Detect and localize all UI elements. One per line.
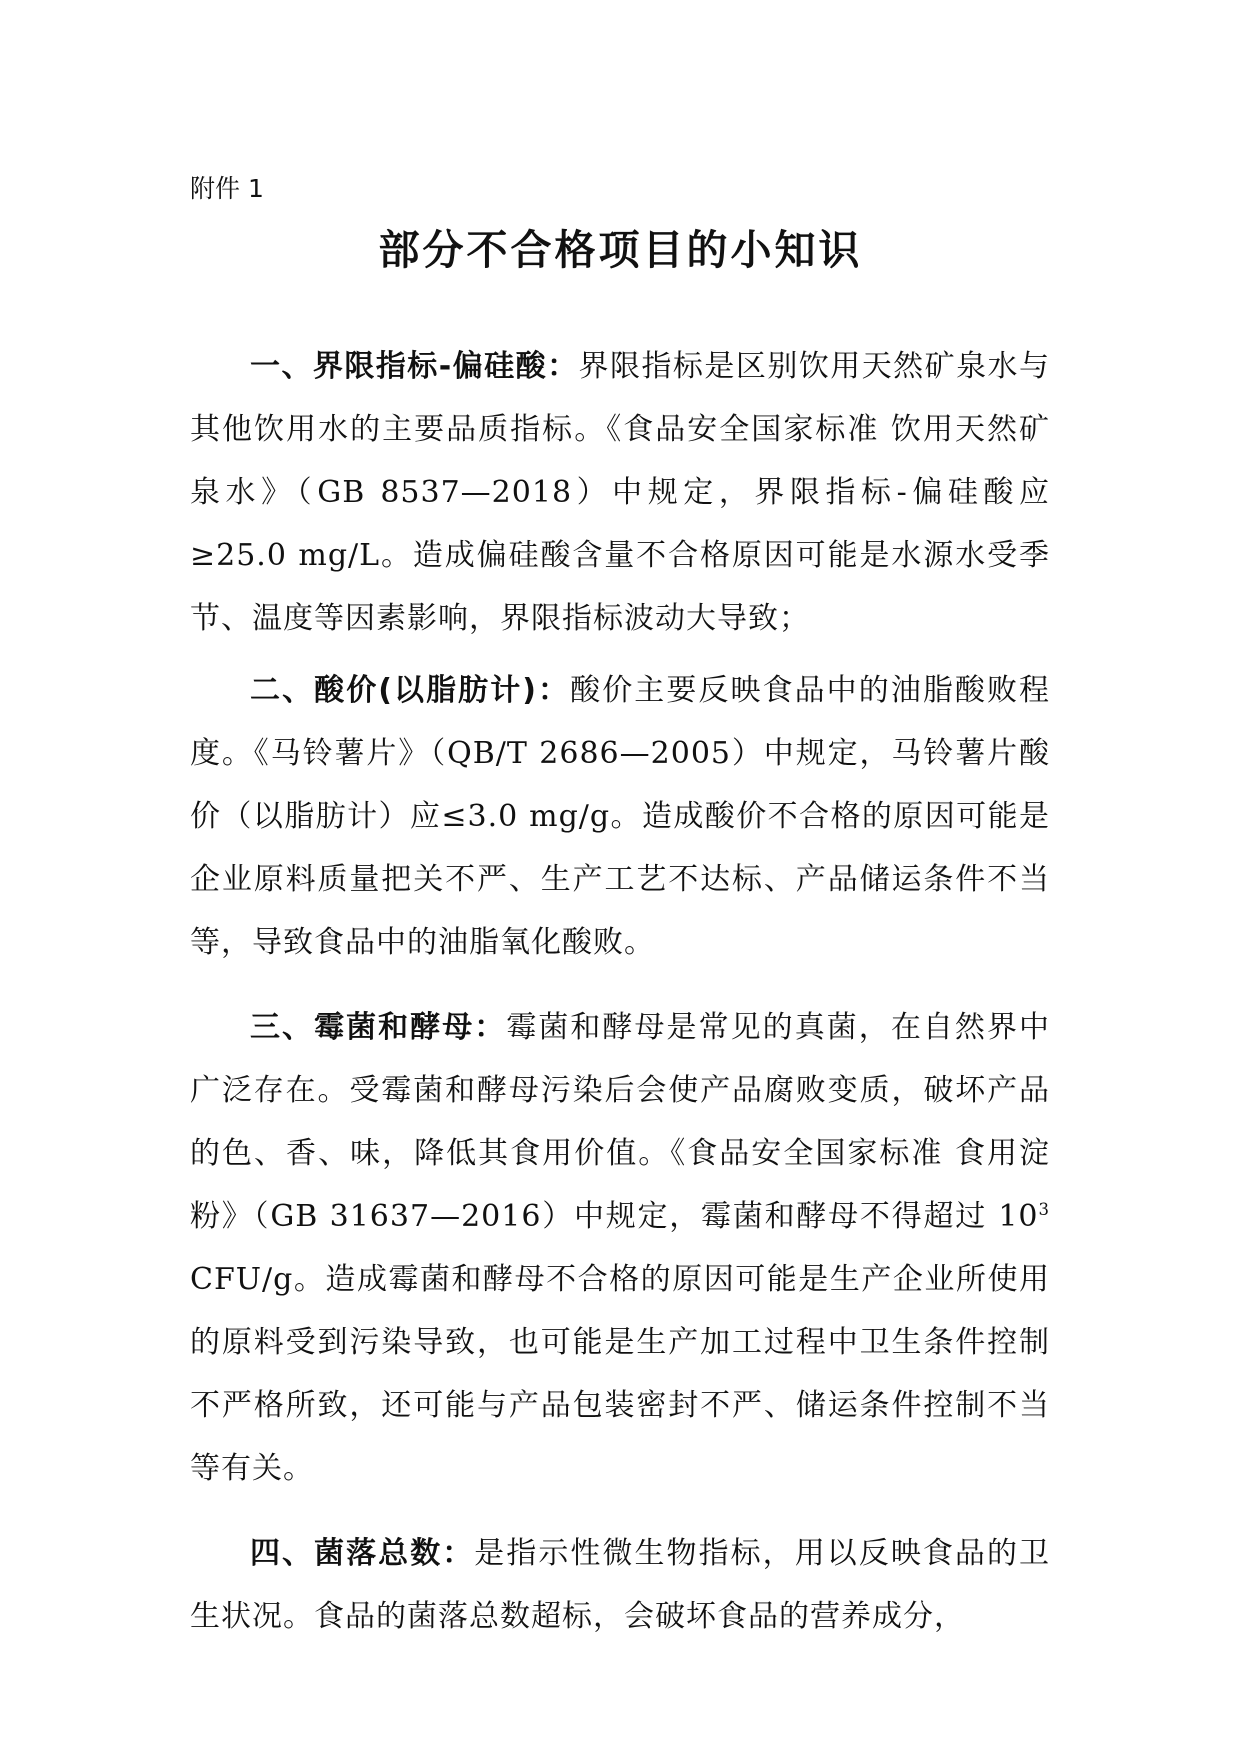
section-paragraph-1 (190, 335, 1050, 650)
section-text-2: 酸价主要反映食品中的油脂酸败程度。《马铃薯片》（QB/T 2686—2005）中规定，马铃薯片酸价（以脂肪计）应≤3.0 mg/g。造成酸价不合格的原因可能是企业原料质量把关不严、生产工艺不达标、产品储运条件不当等，导致食品中的油脂氧化酸败。 (190, 673, 1051, 960)
section-text-1: 界限指标是区别饮用天然矿泉水与其他饮用水的主要品质指标。《食品安全国家标准 饮用天然矿泉水》（GB 8537—2018）中规定，界限指标-偏硅酸应≥25.0 mg/L。造成偏硅酸含量不合格原因可能是水源水受季节、温度等因素影响，界限指标波动大导致； (190, 349, 1051, 636)
section-heading-4: 四、菌落总数： (250, 1536, 475, 1571)
section-heading-3: 三、霉菌和酵母： (250, 1010, 507, 1045)
section-text-4: 是指示性微生物指标，用以反映食品的卫生状况。食品的菌落总数超标，会破坏食品的营养成分， (190, 1536, 1051, 1634)
section-heading-2: 二、酸价(以脂肪计)： (250, 673, 571, 708)
section-paragraph-4 (190, 1522, 1050, 1648)
document-title: 部分不合格项目的小知识 (378, 226, 863, 274)
section-paragraph-3 (190, 996, 1050, 1500)
exponent-superscript: 3 (1038, 1200, 1050, 1219)
section-heading-1: 一、界限指标-偏硅酸： (250, 349, 579, 384)
section-text-3-part-1: 霉菌和酵母是常见的真菌，在自然界中广泛存在。受霉菌和酵母污染后会使产品腐败变质，破坏产品的色、香、味，降低其食用价值。《食品安全国家标准 食用淀粉》（GB 31637—2016）中规定，霉菌和酵母不得超过 10 (190, 1010, 1051, 1234)
attachment-label: 附件 1 (190, 174, 264, 203)
document-body (190, 335, 1050, 1657)
section-paragraph-2 (190, 659, 1050, 974)
section-text-3-part-2: CFU/g。造成霉菌和酵母不合格的原因可能是生产企业所使用的原料受到污染导致，也可能是生产加工过程中卫生条件控制不严格所致，还可能与产品包装密封不严、储运条件控制不当等有关。 (190, 1262, 1050, 1486)
